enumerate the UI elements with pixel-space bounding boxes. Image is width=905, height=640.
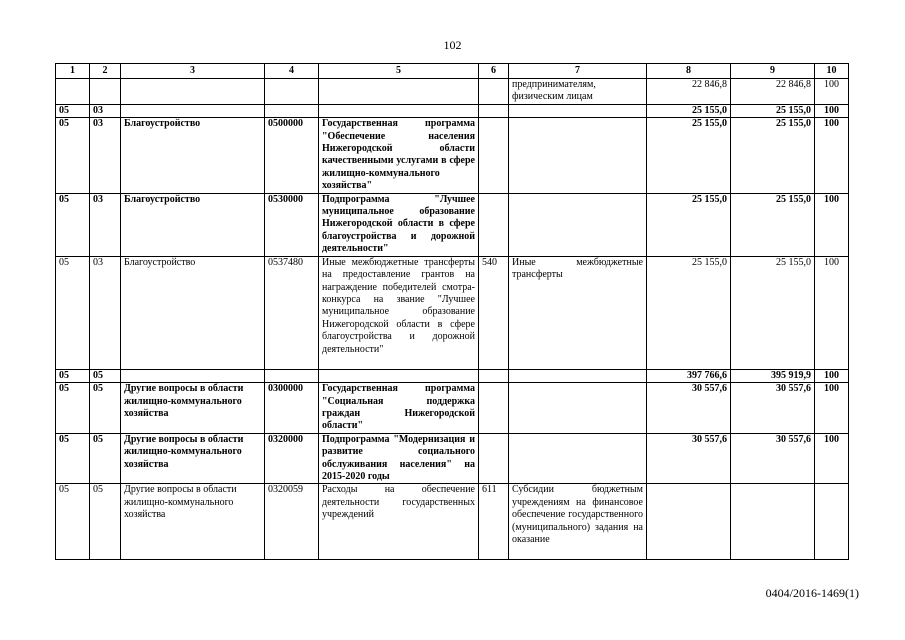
cell-section: 05 [56, 256, 90, 369]
cell-expense-name [509, 193, 647, 256]
cell-subsection: 03 [90, 193, 121, 256]
cell-percent: 100 [815, 104, 849, 117]
cell-target-name [319, 369, 479, 382]
cell-section: 05 [56, 118, 90, 193]
table-row [56, 256, 849, 369]
table-row [56, 433, 849, 484]
table-row [56, 484, 849, 560]
cell-planned: 22 846,8 [647, 79, 731, 105]
table-row [56, 193, 849, 256]
cell-expense-name [509, 369, 647, 382]
cell-section-name: Другие вопросы в области жилищно-коммунального хозяйства [121, 383, 265, 434]
cell-subsection: 05 [90, 383, 121, 434]
cell-executed: 30 557,6 [731, 433, 815, 484]
col-header-3: 3 [121, 64, 265, 79]
cell-section-name: Благоустройство [121, 193, 265, 256]
cell-target-name: Расходы на обеспечение деятельности государственных учреждений [319, 484, 479, 560]
cell-planned: 25 155,0 [647, 118, 731, 193]
cell-section: 05 [56, 484, 90, 560]
cell-planned: 25 155,0 [647, 193, 731, 256]
cell-target-code [265, 369, 319, 382]
cell-section-name: Другие вопросы в области жилищно-коммунального хозяйства [121, 433, 265, 484]
cell-target-name [319, 79, 479, 105]
cell-percent: 100 [815, 193, 849, 256]
cell-executed: 22 846,8 [731, 79, 815, 105]
cell-expense-code [479, 193, 509, 256]
cell-expense-name [509, 104, 647, 117]
cell-planned: 25 155,0 [647, 104, 731, 117]
col-header-1: 1 [56, 64, 90, 79]
cell-target-name [319, 104, 479, 117]
cell-expense-code [479, 433, 509, 484]
col-header-8: 8 [647, 64, 731, 79]
cell-executed: 25 155,0 [731, 193, 815, 256]
cell-expense-code: 540 [479, 256, 509, 369]
col-header-10: 10 [815, 64, 849, 79]
table-row [56, 369, 849, 382]
cell-expense-code: 611 [479, 484, 509, 560]
col-header-2: 2 [90, 64, 121, 79]
cell-planned: 30 557,6 [647, 383, 731, 434]
cell-subsection: 05 [90, 369, 121, 382]
cell-subsection: 05 [90, 484, 121, 560]
cell-target-code: 0320000 [265, 433, 319, 484]
col-header-4: 4 [265, 64, 319, 79]
cell-section-name [121, 79, 265, 105]
cell-section: 05 [56, 369, 90, 382]
cell-subsection: 03 [90, 104, 121, 117]
cell-expense-name [509, 433, 647, 484]
cell-target-code [265, 104, 319, 117]
cell-expense-name: Субсидии бюджетным учреждениям на финансовое обеспечение государственного (муниципального) задания на оказание [509, 484, 647, 560]
cell-subsection: 03 [90, 118, 121, 193]
cell-subsection [90, 79, 121, 105]
table-row [56, 79, 849, 105]
cell-percent: 100 [815, 256, 849, 369]
cell-expense-name: предпринимателям, физическим лицам [509, 79, 647, 105]
cell-expense-code [479, 104, 509, 117]
cell-section-name: Благоустройство [121, 256, 265, 369]
table-row [56, 118, 849, 193]
cell-section-name: Другие вопросы в области жилищно-коммунального хозяйства [121, 484, 265, 560]
cell-section-name [121, 369, 265, 382]
cell-section-name [121, 104, 265, 117]
cell-section-name: Благоустройство [121, 118, 265, 193]
cell-target-name: Государственная программа "Обеспечение населения Нижегородской области качественными услугами в сфере жилищно-коммунального хозяйства" [319, 118, 479, 193]
table-body [56, 79, 849, 560]
cell-percent: 100 [815, 433, 849, 484]
header-row [56, 64, 849, 79]
cell-planned [647, 484, 731, 560]
cell-subsection: 03 [90, 256, 121, 369]
cell-expense-code [479, 369, 509, 382]
cell-executed: 395 919,9 [731, 369, 815, 382]
col-header-5: 5 [319, 64, 479, 79]
cell-percent: 100 [815, 118, 849, 193]
cell-target-name: Подпрограмма "Модернизация и развитие социального обслуживания населения" на 2015-2020 годы [319, 433, 479, 484]
cell-executed: 25 155,0 [731, 118, 815, 193]
table-row [56, 104, 849, 117]
cell-target-code: 0300000 [265, 383, 319, 434]
col-header-9: 9 [731, 64, 815, 79]
budget-table [55, 63, 849, 560]
cell-executed: 25 155,0 [731, 104, 815, 117]
cell-percent: 100 [815, 79, 849, 105]
cell-target-code: 0530000 [265, 193, 319, 256]
cell-section [56, 79, 90, 105]
col-header-6: 6 [479, 64, 509, 79]
cell-target-name: Иные межбюджетные трансферты на предоставление грантов на награждение победителей смотра-конкурса на звание "Лучшее муниципальное образование Нижегородской области в сфере благоустройства и дорожной деятельности" [319, 256, 479, 369]
cell-percent [815, 484, 849, 560]
col-header-7: 7 [509, 64, 647, 79]
cell-planned: 397 766,6 [647, 369, 731, 382]
cell-section: 05 [56, 383, 90, 434]
cell-target-code [265, 79, 319, 105]
cell-expense-code [479, 118, 509, 193]
table-row [56, 383, 849, 434]
cell-planned: 30 557,6 [647, 433, 731, 484]
cell-section: 05 [56, 104, 90, 117]
cell-percent: 100 [815, 383, 849, 434]
cell-executed: 25 155,0 [731, 256, 815, 369]
cell-section: 05 [56, 433, 90, 484]
cell-planned: 25 155,0 [647, 256, 731, 369]
cell-target-name: Государственная программа "Социальная поддержка граждан Нижегородской области" [319, 383, 479, 434]
cell-percent: 100 [815, 369, 849, 382]
cell-target-code: 0320059 [265, 484, 319, 560]
cell-expense-name [509, 118, 647, 193]
page-number: 102 [443, 38, 462, 52]
cell-section: 05 [56, 193, 90, 256]
cell-target-code: 0500000 [265, 118, 319, 193]
cell-target-name: Подпрограмма "Лучшее муниципальное образование Нижегородской области в сфере благоустройства и дорожной деятельности" [319, 193, 479, 256]
cell-expense-code [479, 79, 509, 105]
document-id: 0404/2016-1469(1) [765, 586, 859, 600]
cell-executed: 30 557,6 [731, 383, 815, 434]
cell-executed [731, 484, 815, 560]
cell-expense-name [509, 383, 647, 434]
cell-target-code: 0537480 [265, 256, 319, 369]
cell-expense-name: Иные межбюджетные трансферты [509, 256, 647, 369]
cell-expense-code [479, 383, 509, 434]
cell-subsection: 05 [90, 433, 121, 484]
